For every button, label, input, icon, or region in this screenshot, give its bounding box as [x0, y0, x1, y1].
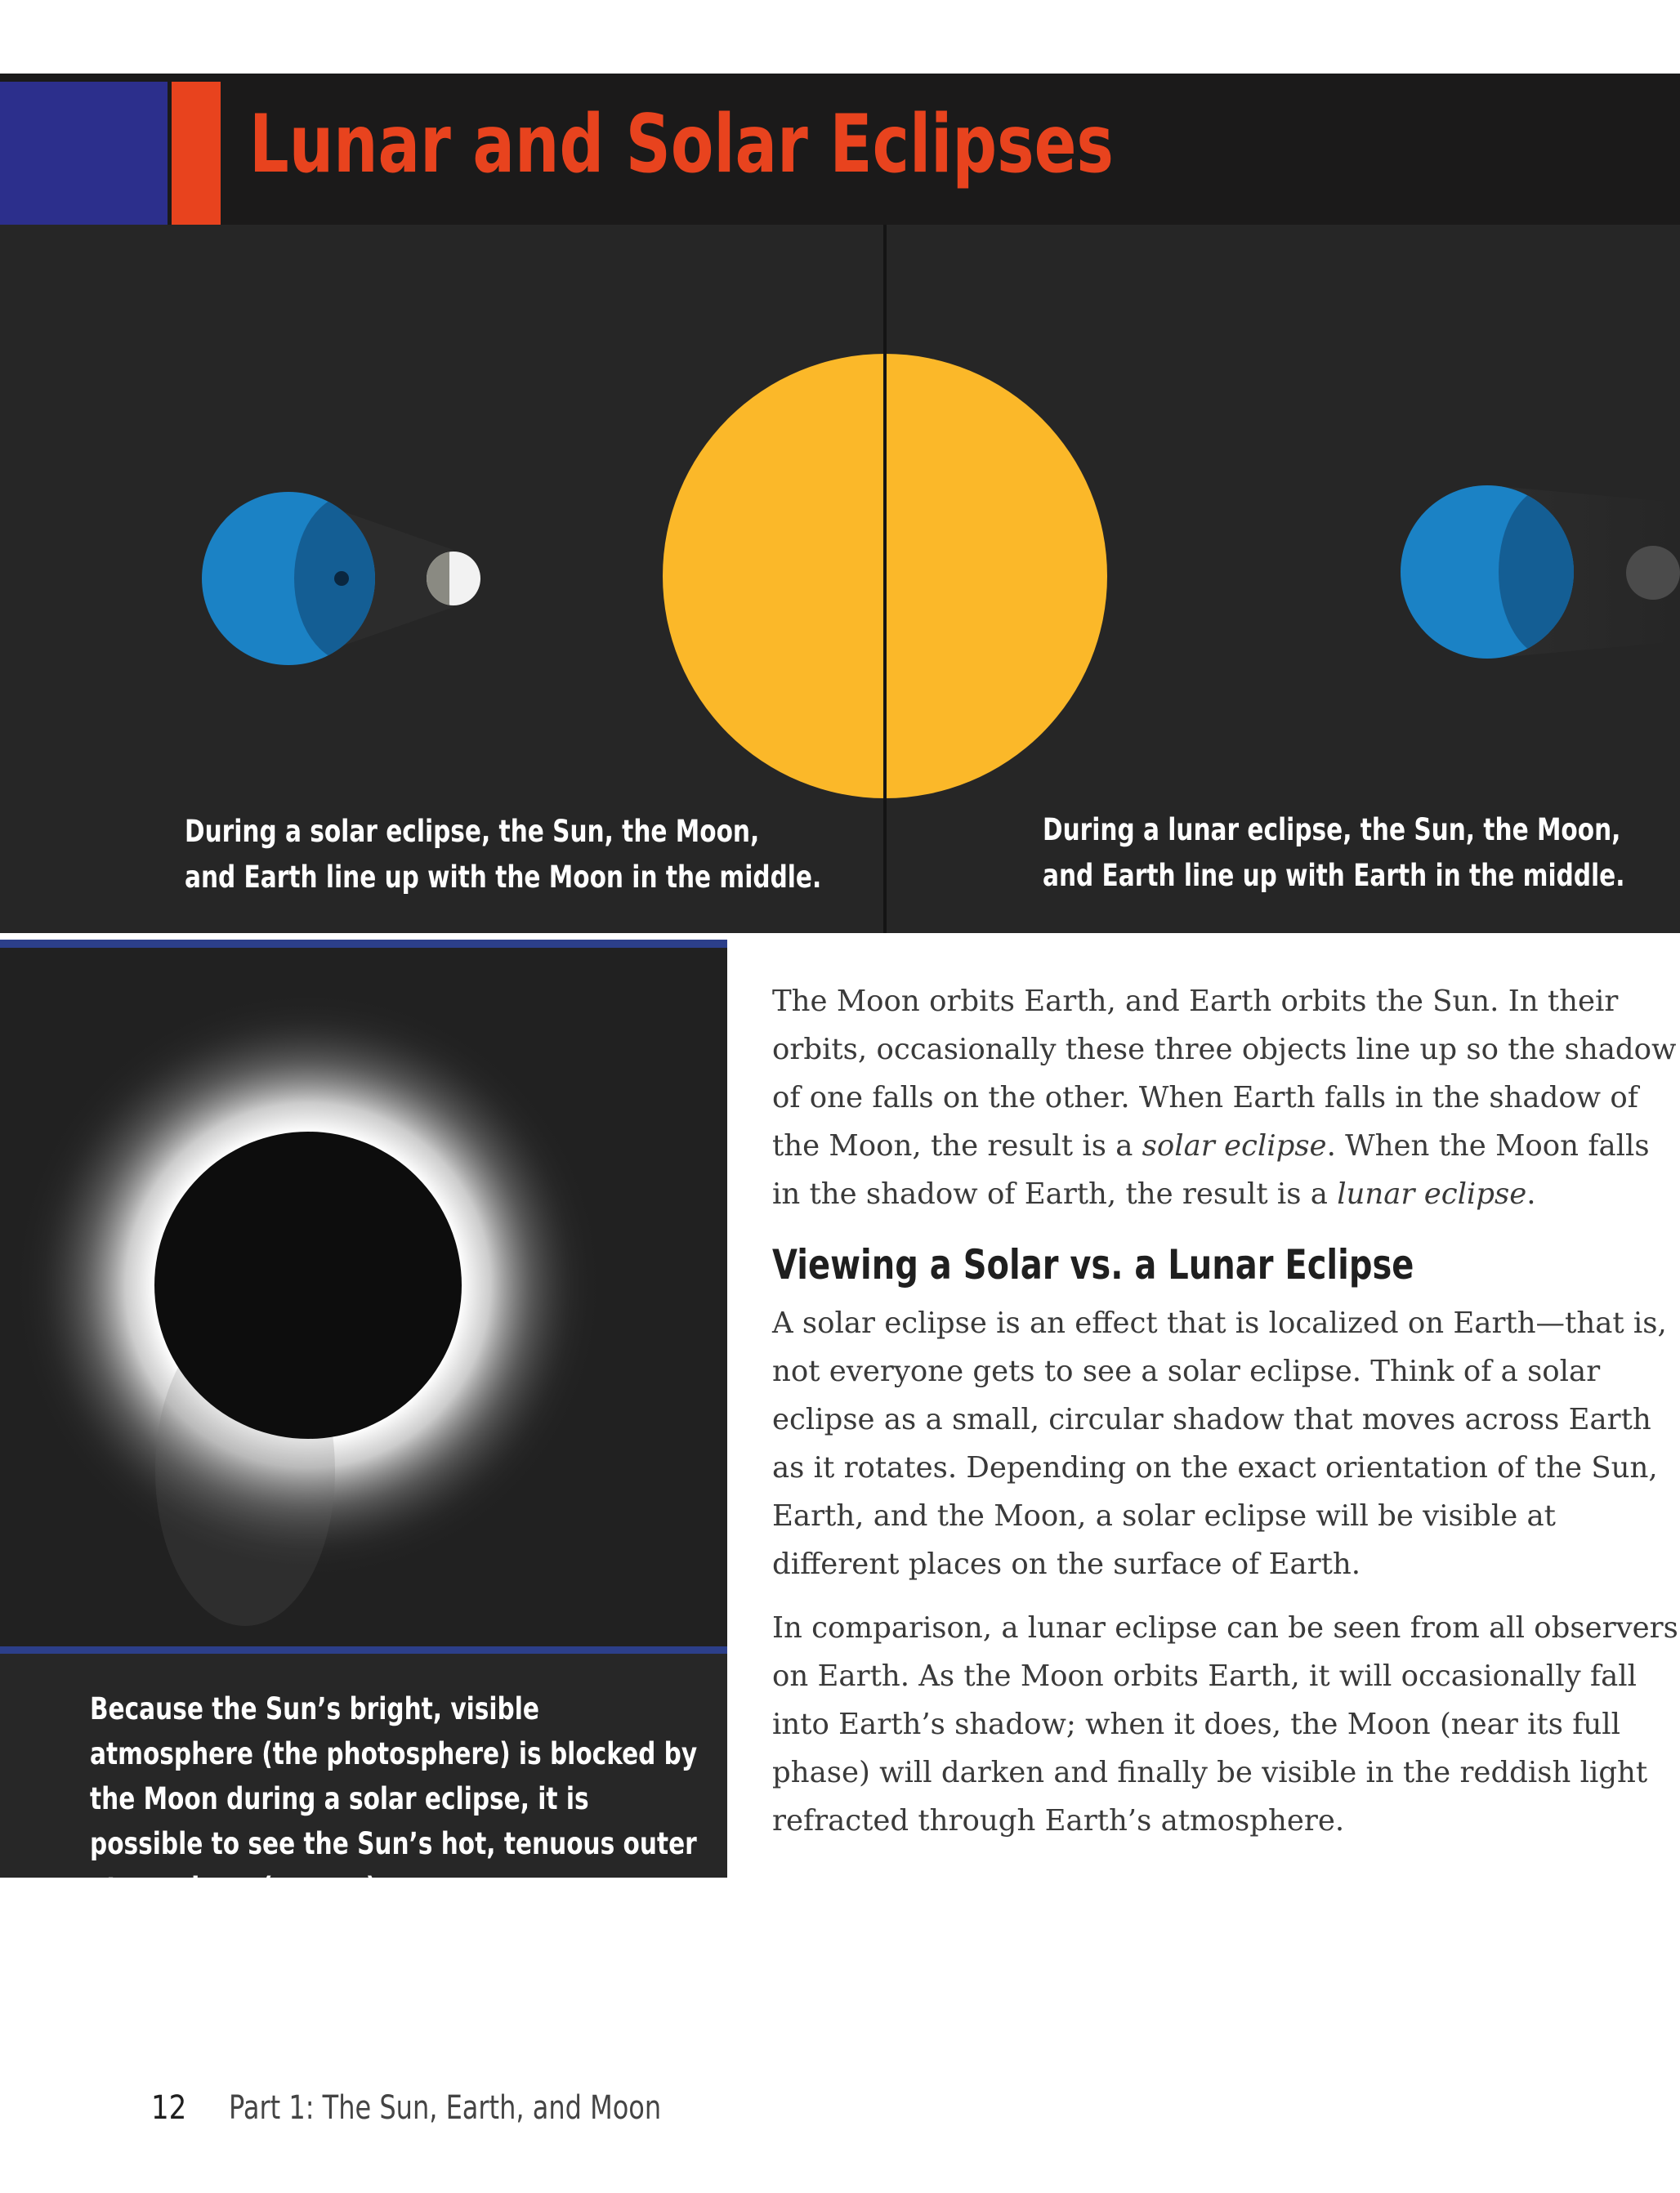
moon-solar-eclipse	[427, 552, 480, 605]
page-number: 12	[151, 2089, 187, 2127]
solar-caption-line-2: and Earth line up with the Moon in the middle.	[185, 860, 822, 895]
intro-text-3: .	[1526, 1177, 1536, 1211]
lunar-eclipse-caption	[1043, 807, 1625, 899]
intro-paragraph	[772, 977, 1680, 1218]
solar-eclipse-term: solar eclipse	[1142, 1129, 1327, 1163]
intro-text-2: . When the Moon falls in the shadow of Earth, the result is a	[772, 1129, 1650, 1211]
intro-text-1: The Moon orbits Earth, and Earth orbits the Sun. In their orbits, occasionally these three objects line up so the shadow of one falls on the other. When Earth falls in the shadow of the Moon, the result is a	[772, 985, 1677, 1163]
photo-caption: Because the Sun’s bright, visible atmosphere (the photosphere) is blocked by the Moon during a solar eclipse, it is possible to see the Sun’s hot, tenuous outer atmosphere (corona).	[90, 1691, 698, 1906]
lunar-caption-line-2: and Earth line up with Earth in the middle.	[1043, 858, 1625, 893]
section-heading: Viewing a Solar vs. a Lunar Eclipse	[772, 1241, 1414, 1289]
paragraph-lunar-viewing: In comparison, a lunar eclipse can be seen from all observers on Earth. As the Moon orbits Earth, it will occasionally fall into Earth’s shadow; when it does, the Moon (near its full phase) will darken and finally be visible in the reddish light refracted through Earth’s atmosphere.	[772, 1611, 1678, 1838]
moon-disk	[154, 1132, 462, 1439]
page-title: Lunar and Solar Eclipses	[249, 98, 1114, 191]
eclipse-diagram	[0, 225, 1680, 933]
orange-accent-bar	[172, 82, 221, 225]
corona-photo	[0, 948, 727, 1646]
photo-caption-box	[0, 1646, 727, 1906]
running-footer: Part 1: The Sun, Earth, and Moon	[229, 2089, 662, 2127]
photo-top-rule	[0, 940, 727, 948]
lunar-caption-line-1: During a lunar eclipse, the Sun, the Moon,	[1043, 812, 1621, 847]
umbra-spot	[334, 571, 349, 586]
lunar-eclipse-term: lunar eclipse	[1337, 1177, 1527, 1211]
corona-image	[0, 948, 727, 1646]
solar-eclipse-caption	[185, 809, 822, 900]
blue-accent-bar	[0, 82, 168, 225]
moon-lunar-eclipse	[1626, 546, 1680, 600]
solar-caption-line-1: During a solar eclipse, the Sun, the Moon,	[185, 814, 760, 849]
paragraph-solar-viewing: A solar eclipse is an effect that is localized on Earth—that is, not everyone gets to see a solar eclipse. Think of a solar eclipse as a small, circular shadow that moves across Earth as it rotates. Depending on the exact orientation of the Sun, Earth, and the Moon, a solar eclipse will be visible at different places on the surface of Earth.	[772, 1306, 1667, 1581]
